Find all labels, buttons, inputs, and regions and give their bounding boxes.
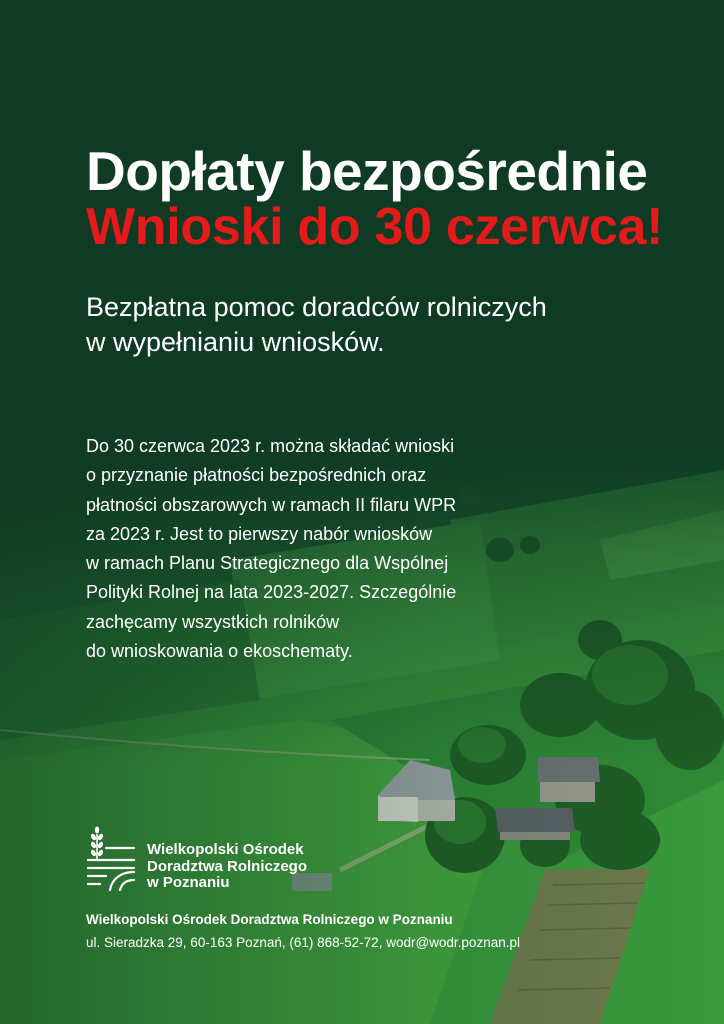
logo-line: Doradztwa Rolniczego [147,857,308,875]
lead-line: Bezpłatna pomoc doradców rolniczych [86,292,547,322]
body-line: Do 30 czerwca 2023 r. można składać wnioski [86,436,455,456]
body-line: w ramach Planu Strategicznego dla Wspólnej [86,553,449,574]
headline-subtitle: Wnioski do 30 czerwca! [86,198,664,256]
body-line: zachęcamy wszystkich rolników [86,611,340,632]
body-line: płatności obszarowych w ramach II filaru WPR [86,494,457,515]
logo-line: w Poznaniu [147,874,230,891]
lead-line: w wypełnianiu wniosków. [86,327,385,357]
body-line: do wnioskowania o ekoschematy. [86,641,353,662]
body-line: Polityki Rolnej na lata 2023-2027. Szczególnie [86,582,457,603]
headline-title: Dopłaty bezpośrednie [86,140,648,202]
footer-organization: Wielkopolski Ośrodek Doradztwa Rolniczego w Poznaniu [86,912,453,927]
lead-text [86,290,547,360]
body-paragraph [86,432,456,666]
logo-wordmark [147,842,307,892]
logo-line: Wielkopolski Ośrodek [147,841,304,858]
body-line: o przyznanie płatności bezpośrednich oraz [86,465,427,486]
body-line: za 2023 r. Jest to pierwszy nabór wniosków [86,523,433,544]
footer-contact: ul. Sieradzka 29, 60-163 Poznań, (61) 868-52-72, wodr@wodr.poznan.pl [86,935,520,950]
wheat-logo-icon [86,826,136,892]
